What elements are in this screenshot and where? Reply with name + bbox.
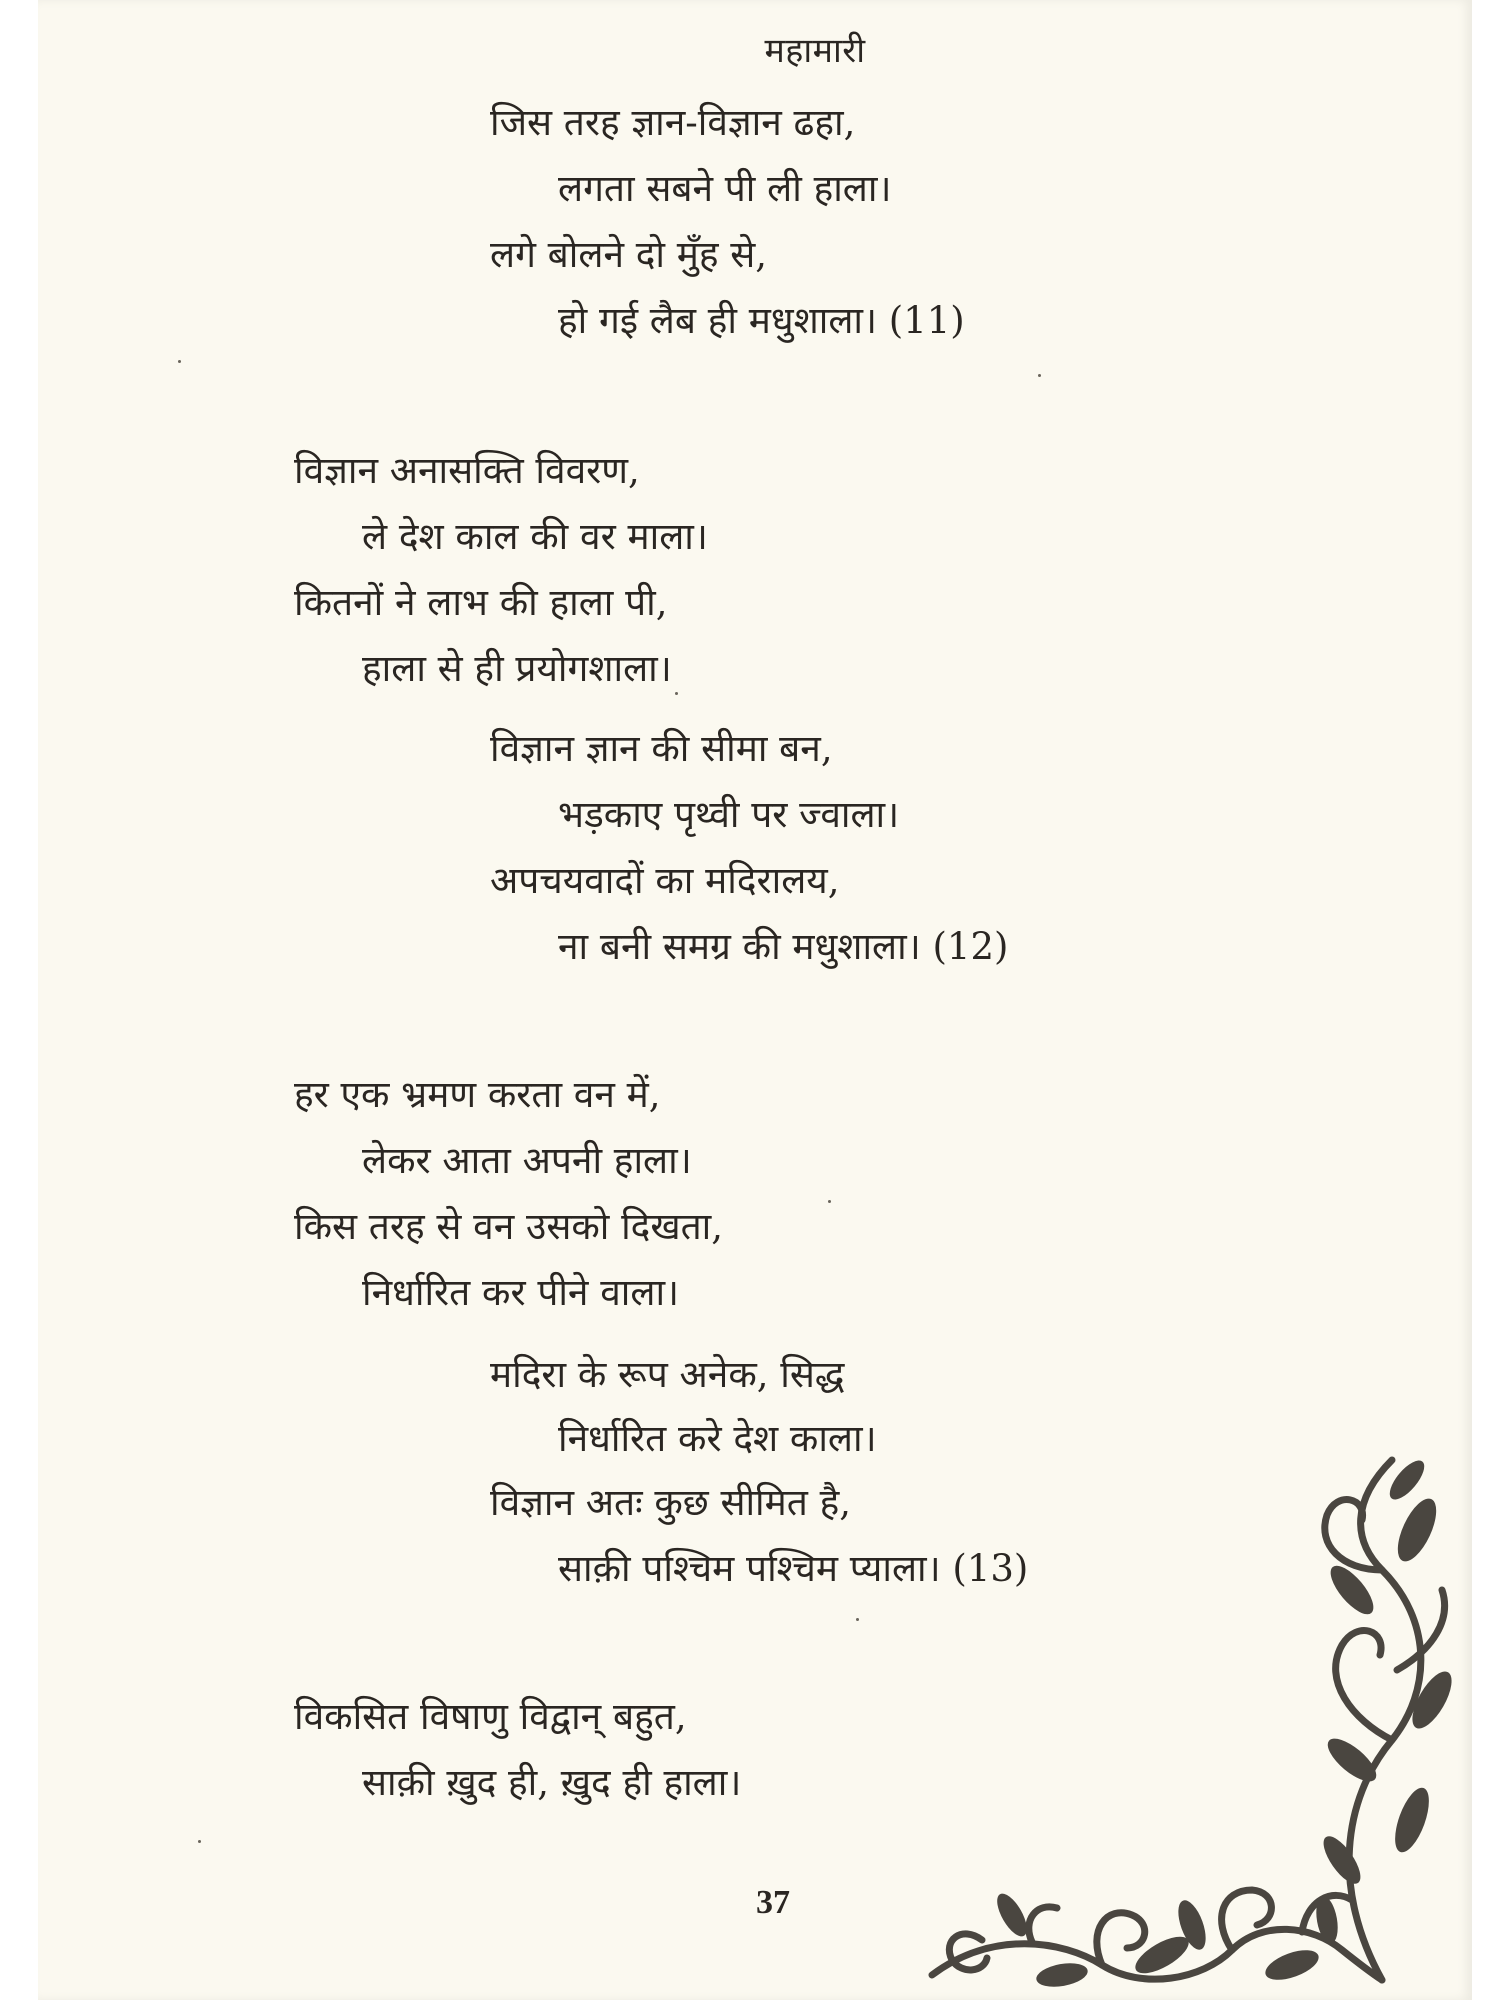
verse-line: साक़ी पश्चिम पश्चिम प्याला। (13): [558, 1547, 1029, 1590]
verse-line: विकसित विषाणु विद्वान् बहुत,: [294, 1695, 687, 1738]
verse-line: निर्धारित कर पीने वाला।: [362, 1271, 680, 1314]
print-speck: [178, 360, 181, 363]
verse-line: किस तरह से वन उसको दिखता,: [294, 1205, 724, 1248]
print-speck: [675, 692, 678, 695]
print-speck: [198, 1840, 201, 1843]
print-speck: [1038, 374, 1041, 377]
verse-line: हो गई लैब ही मधुशाला। (11): [558, 299, 965, 342]
verse-line: लगे बोलने दो मुँह से,: [490, 233, 768, 276]
verse-line: हाला से ही प्रयोगशाला।: [362, 647, 672, 690]
verse-line: भड़काए पृथ्वी पर ज्वाला।: [558, 793, 900, 836]
verse-line: जिस तरह ज्ञान-विज्ञान ढहा,: [490, 101, 856, 144]
print-speck: [828, 1200, 831, 1203]
verse-line: ले देश काल की वर माला।: [362, 515, 708, 558]
verse-line: लेकर आता अपनी हाला।: [362, 1139, 692, 1182]
verse-line: विज्ञान ज्ञान की सीमा बन,: [490, 727, 833, 770]
verse-line: विज्ञान अतः कुछ सीमित है,: [490, 1481, 852, 1524]
verse-line: ना बनी समग्र की मधुशाला। (12): [558, 925, 1009, 968]
verse-line: निर्धारित करे देश काला।: [558, 1417, 877, 1460]
verse-line: लगता सबने पी ली हाला।: [558, 167, 892, 210]
verse-line: साक़ी ख़ुद ही, ख़ुद ही हाला।: [362, 1761, 742, 1804]
verse-line: विज्ञान अनासक्ति विवरण,: [294, 449, 640, 492]
verse-line: हर एक भ्रमण करता वन में,: [294, 1073, 661, 1116]
book-page: [38, 0, 1472, 2000]
running-header: महामारी: [764, 31, 866, 71]
page-number: 37: [756, 1884, 790, 1921]
verse-line: मदिरा के रूप अनेक, सिद्ध: [490, 1353, 845, 1396]
verse-line: अपचयवादों का मदिरालय,: [490, 859, 840, 902]
floral-ornament-icon: [912, 1420, 1472, 2000]
verse-line: कितनों ने लाभ की हाला पी,: [294, 581, 668, 624]
print-speck: [856, 1618, 859, 1621]
